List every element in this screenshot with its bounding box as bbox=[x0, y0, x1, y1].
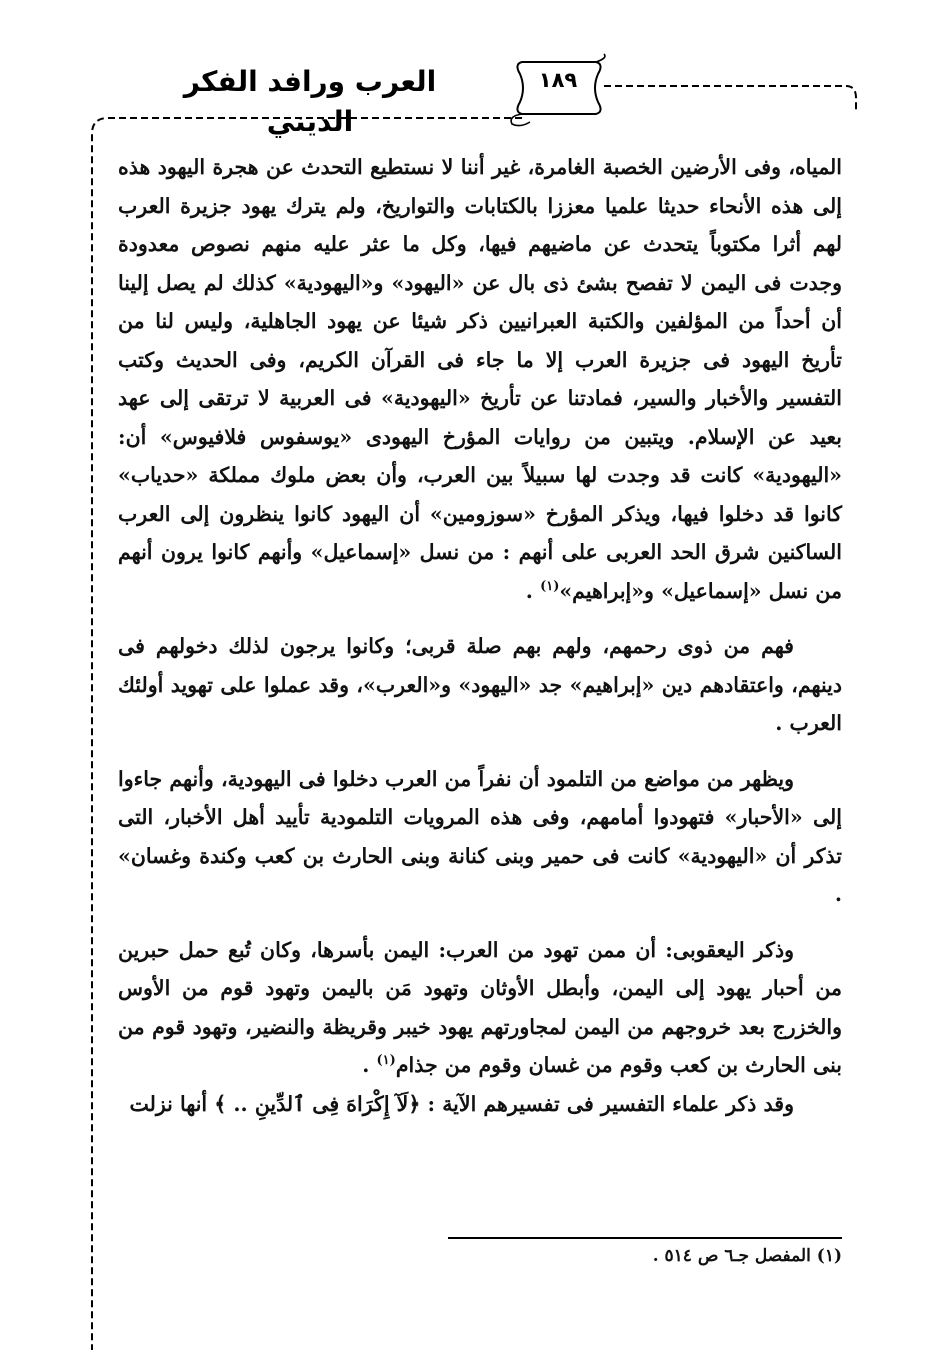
page-number: ١٨٩ bbox=[538, 68, 578, 92]
footnote: (١) المفصل جـ٦ ص ٥١٤ . bbox=[652, 1246, 842, 1266]
paragraph-1-ending: . bbox=[525, 578, 541, 603]
main-text bbox=[118, 148, 842, 1123]
paragraph-4 bbox=[118, 931, 842, 1085]
paragraph-2: فهم من ذوى رحمهم، ولهم بهم صلة قربى؛ وكانوا يرجون لذلك دخولهم فى دينهم، واعتقادهم دين «إبراهيم» جد «اليهود» و«العرب»، وقد عملوا على تهويد أولئك العرب . bbox=[118, 634, 842, 735]
page-number-scroll bbox=[500, 52, 610, 128]
footnote-reference: (١) bbox=[376, 1053, 396, 1068]
footnote-reference: (١) bbox=[540, 578, 560, 594]
paragraph-5: وقد ذكر علماء التفسير فى تفسيرهم الآية : ﴿لَآ إِكْرَاهَ فِى ٱلدِّينِ .. ﴾ أنها نزلت bbox=[129, 1091, 794, 1116]
paragraph-3: ويظهر من مواضع من التلمود أن نفراً من العرب دخلوا فى اليهودية، وأنهم جاءوا إلى «الأحبار» فتهودوا أمامهم، وفى هذه المرويات التلمودية تأييد أهل الأخبار، التى تذكر أن «اليهودية» كانت فى حمير وبنى كنانة وبنى الحارث بن كعب وكندة وغسان» . bbox=[118, 766, 842, 906]
paragraph-4-ending: . bbox=[362, 1053, 377, 1077]
paragraph-4-text: وذكر اليعقوبى: أن ممن تهود من العرب: اليمن بأسرها، وكان تُبع حمل حبرين من أحبار يهود إلى اليمن، وأبطل الأوثان وتهود مَن باليمن وتهود قوم من الأوس والخزرج بعد خروجهم من اليمن لمجاورتهم يهود خيبر وقريظة والنضير، وتهود قوم من بنى الحارث بن كعب وقوم من غسان وقوم من جذام bbox=[118, 937, 842, 1077]
footnote-divider bbox=[448, 1237, 842, 1239]
paragraph-1-text: المياه، وفى الأرضين الخصبة الغامرة، غير أننا لا نستطيع التحدث عن هجرة اليهود هذه إلى هذه الأنحاء حديثا علميا معززا بالكتابات والتواريخ، ولم يترك يهود جزيرة العرب لهم أثرا مكتوباً يتحدث عن ماضيهم فيها، وكل ما عثر عليه منهم نصوص معدودة وجدت فى اليمن لا تفصح بشئ ذى بال عن «اليهود» و«اليهودية» كذلك لم يصل إلينا أن أحداً من المؤلفين والكتبة العبرانيين ذكر شيئا عن يهود الجاهلية، وليس لنا من تأريخ اليهود فى جزيرة العرب إلا ما جاء فى القرآن الكريم، وفى الحديث وكتب التفسير والأخبار والسير، فمادتنا عن تأريخ «اليهودية» فى العربية لا ترتقى إلى عهد بعيد عن الإسلام. ويتبين من روايات المؤرخ اليهودى «يوسفوس فلافيوس» أن: «اليهودية» كانت قد وجدت لها سبيلاً بين العرب، وأن بعض ملوك مملكة «حدياب» كانوا قد دخلوا فيها، ويذكر المؤرخ «سوزومين» أن اليهود كانوا ينظرون إلى العرب الساكنين شرق الحد العربى على أنهم : من نسل «إسماعيل» وأنهم كانوا يرون أنهم من نسل «إسماعيل» و«إبراهيم» bbox=[118, 155, 842, 603]
paragraph-1 bbox=[118, 148, 842, 610]
running-header-title: العرب ورافد الفكر الديني bbox=[183, 65, 437, 138]
